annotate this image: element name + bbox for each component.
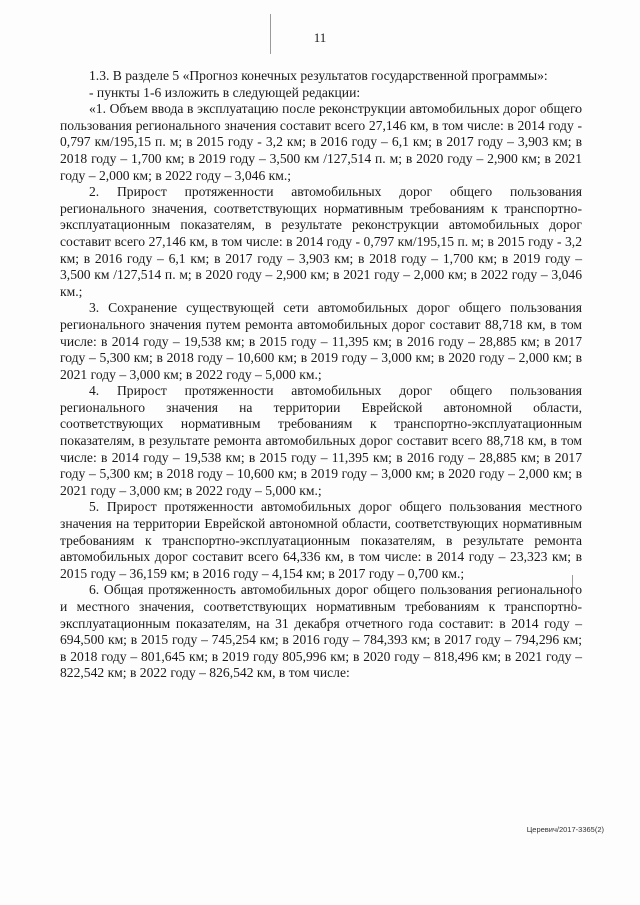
paragraph-item-1: «1. Объем ввода в эксплуатацию после реконструкции автомобильных дорог общего пользования регионального значения составит всего 27,146 км, в том числе: в 2014 году - 0,797 км/195,15 п. м; в 2015 году - 3,2 км; в 2016 году – 6,1 км; в 2017 году – 3,903 км; в 2018 году – 1,700 км; в 2019 году – 3,500 км /127,514 п. м; в 2020 году – 2,900 км; в 2021 году – 2,000 км; в 2022 году – 3,046 км.; (60, 101, 582, 183)
paragraph-item-3: 3. Сохранение существующей сети автомобильных дорог общего пользования регионального значения путем ремонта автомобильных дорог составит 88,718 км, в том числе: в 2014 году – 19,538 км; в 2015 году – 11,395 км; в 2016 году – 28,885 км; в 2017 году – 5,300 км; в 2018 году – 10,600 км; в 2019 году – 3,000 км; в 2020 году – 2,000 км; в 2021 году – 3,000 км; в 2022 году – 5,000 км.; (60, 300, 582, 382)
paragraph-section-heading: 1.3. В разделе 5 «Прогноз конечных результатов государственной программы»: (89, 68, 548, 83)
paragraph-item-6: 6. Общая протяженность автомобильных дорог общего пользования регионального и местного значения, соответствующих нормативным требованиям к транспортно-эксплуатационным показателям, на 31 декабря отчетного года составит: в 2014 году – 694,500 км; в 2015 году – 745,254 км; в 2016 году – 784,393 км; в 2017 году – 794,296 км; в 2018 году – 801,645 км; в 2019 году 805,996 км; в 2020 году – 818,496 км; в 2021 году – 822,542 км; в 2022 году – 826,542 км, в том числе: (60, 582, 582, 681)
paragraph-instruction: - пункты 1-6 изложить в следующей редакции: (89, 84, 361, 100)
document-footer-code: Церевич/2017-3365(2) (526, 825, 604, 834)
paragraph-item-2: 2. Прирост протяженности автомобильных дорог общего пользования регионального значения, соответствующих нормативным требованиям к транспортно-эксплуатационным показателям, в результате реконструкции автомобильных дорог составит всего 27,146 км, в том числе: в 2014 году - 0,797 км/195,15 п. м; в 2015 году - 3,2 км; в 2016 году – 6,1 км; в 2017 году – 3,903 км; в 2018 году – 1,700 км; в 2019 году – 3,500 км /127,514 п. м; в 2020 году – 2,900 км; в 2021 году – 2,000 км; в 2022 году – 3,046 км.; (60, 184, 582, 299)
document-body (60, 68, 582, 682)
page-number: 11 (313, 30, 327, 45)
paragraph-item-5: 5. Прирост протяженности автомобильных дорог общего пользования местного значения на территории Еврейской автономной области, соответствующих нормативным требованиям к транспортно-эксплуатационным показателям, в результате ремонта автомобильных дорог составит всего 64,336 км, в том числе: в 2014 году – 23,323 км; в 2015 году – 36,159 км; в 2016 году – 4,154 км; в 2017 году – 0,700 км.; (60, 499, 582, 581)
paragraph-item-4: 4. Прирост протяженности автомобильных дорог общего пользования регионального значения на территории Еврейской автономной области, соответствующих нормативным требованиям к транспортно-эксплуатационным показателям, в результате ремонта автомобильных дорог составит всего 88,718 км, в том числе: в 2014 году – 19,538 км; в 2015 году – 11,395 км; в 2016 году – 28,885 км; в 2017 году – 5,300 км; в 2018 году – 10,600 км; в 2019 году – 3,000 км; в 2020 году – 2,000 км; в 2021 году – 3,000 км; в 2022 году – 5,000 км.; (60, 383, 582, 498)
